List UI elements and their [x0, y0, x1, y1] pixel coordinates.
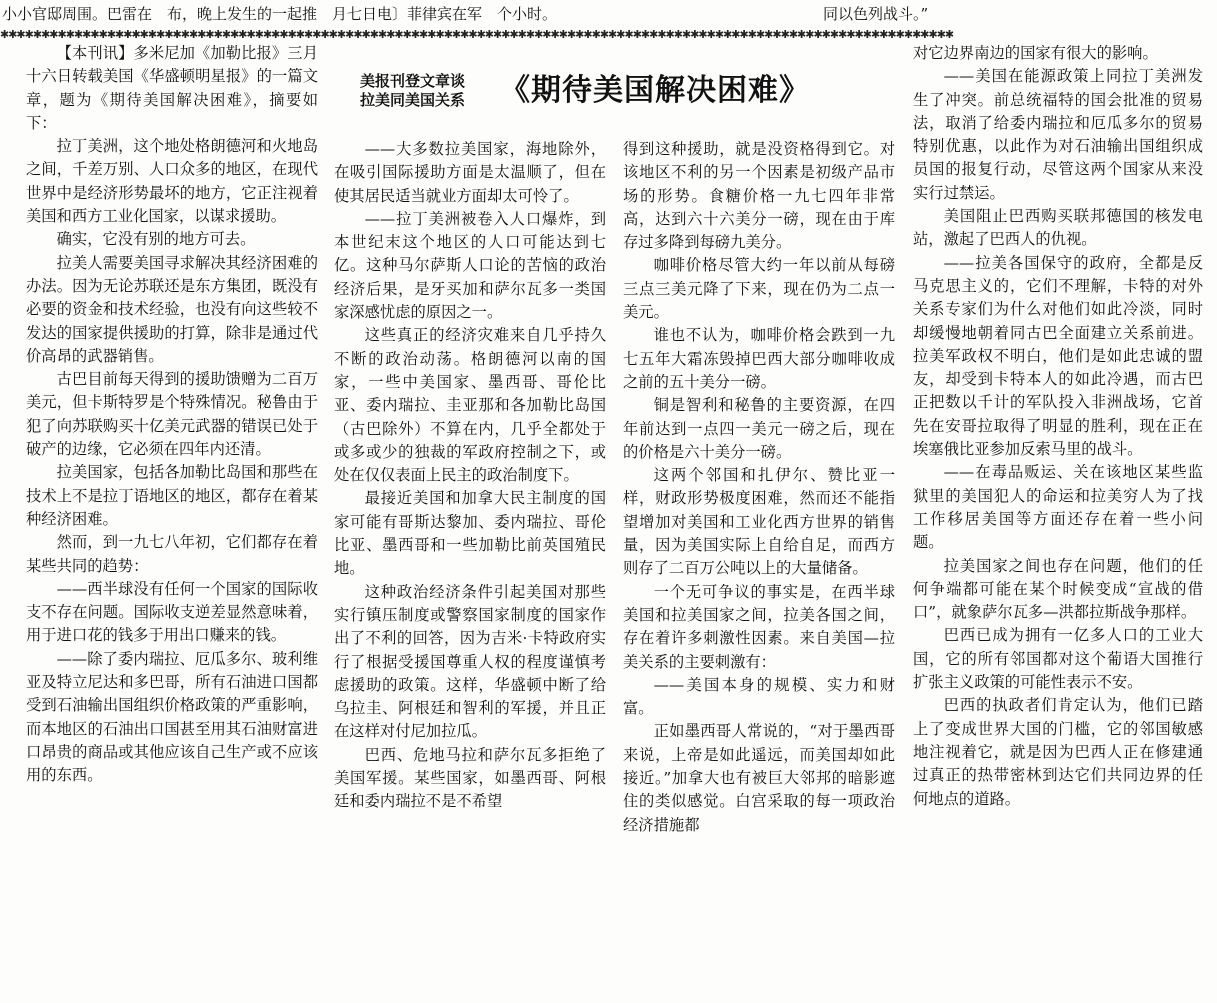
kicker-line: 美报刊登文章谈: [360, 72, 466, 90]
paragraph: 拉美人需要美国寻求解决其经济困难的办法。因为无论苏联还是东方集团，既没有必要的资金和技术经验，也没有向这些较不发达的国家提供援助的打算，除非是通过代价高昂的武器销售。: [26, 253, 318, 365]
paragraph: ——美国在能源政策上同拉丁美洲发生了冲突。前总统福特的国会批准的贸易法，取消了给委内瑞拉和厄瓜多尔的贸易特别优惠，以此作为对石油输出国组织成员国的报复行动，尽管这两个国家从来没实行过禁运。: [913, 67, 1203, 202]
paragraph: ——除了委内瑞拉、厄瓜多尔、玻利维亚及特立尼达和多巴哥，所有石油进口国都受到石油输出国组织价格政策的严重影响，而本地区的石油出口国甚至用其石油财富进口昂贵的商品或其他应该自己生产或不应该用的东西。: [26, 649, 318, 785]
paragraph: 拉丁美洲，这个地处格朗德河和火地岛之间，千差万别、人口众多的地区，在现代世界中是经济形势最坏的地方，它正注视着美国和西方工业化国家，以谋求援助。: [26, 137, 318, 226]
paragraph: 一个无可争议的事实是，在西半球美国和拉美国家之间，拉美各国之间，存在着许多刺激性因素。来自美国—拉美关系的主要刺激有：: [623, 582, 895, 671]
previous-article-strip: [0, 0, 1217, 28]
article-column-4: [913, 42, 1203, 907]
paragraph: ——拉丁美洲被卷入人口爆炸，到本世纪末这个地区的人口可能达到七亿。这种马尔萨斯人口论的苦恼的政治经济后果，是牙买加和萨尔瓦多一类国家深感忧虑的原因之一。: [334, 209, 606, 322]
paragraph: 这些真正的经济灾难来自几乎持久不断的政治动荡。格朗德河以南的国家，一些中美国家、墨西哥、哥伦比亚、委内瑞拉、圭亚那和各加勒比岛国（古巴除外）不算在内，几乎全都处于或多或少的独裁的军政府控制之下，或处在仅仅表面上民主的政治制度下。: [334, 326, 606, 485]
headline-title: 《期待美国解决困难》: [500, 73, 810, 108]
paragraph: 这两个邻国和扎伊尔、赞比亚一样，财政形势极度困难，然而还不能指望增加对美国和工业化西方世界的销售量，因为美国实际上自给自足，而西方则存了二百万公吨以上的大量储备。: [623, 466, 895, 578]
paragraph: ——拉美各国保守的政府，全都是反马克思主义的，它们不理解，卡特的对外关系专家们为什么对他们如此冷淡，同时却缓慢地朝着同古巴全面建立关系前进。拉美军政权不明白，他们是如此忠诚的盟友，却受到卡特本人的如此冷遇，而古巴正把数以千计的军队投入非洲战场，它首先在安哥拉取得了明显的胜利，现在正在埃塞俄比亚参加反索马里的战斗。: [913, 253, 1203, 459]
paragraph: 对它边界南边的国家有很大的影响。: [913, 44, 1158, 62]
paragraph: ——在毒品贩运、关在该地区某些监狱里的美国犯人的命运和拉美穷人为了找工作移居美国等方面还存在着一些小问题。: [913, 463, 1203, 552]
article-column-1: [26, 42, 318, 907]
paragraph: 拉美国家，包括各加勒比岛国和那些在技术上不是拉丁语地区的地区，都存在着某种经济困难。: [26, 463, 318, 528]
headline-kicker: [360, 72, 490, 110]
paragraph: 谁也不认为，咖啡价格会跌到一九七五年大霜冻毁掉巴西大部分咖啡收成之前的五十美分一磅。: [623, 326, 895, 391]
paragraph: ——美国本身的规模、实力和财富。: [623, 675, 895, 718]
article-column-3: [623, 138, 895, 1003]
paragraph: 咖啡价格尽管大约一年以前从每磅三点三美元降了下来，现在仍为二点一美元。: [623, 256, 895, 322]
strip-text-left: 小小官邸周围。巴雷在 布，晚上发生的一起推 月七日电〕菲律宾在军 个小时。: [2, 5, 558, 23]
paragraph: 美国阻止巴西购买联邦德国的核发电站，激起了巴西人的仇视。: [913, 207, 1203, 249]
paragraph: 拉美国家之间也存在问题，他们的任何争端都可能在某个时候变成“宣战的借口”，就象萨尔瓦多—洪都拉斯战争那样。: [913, 556, 1203, 622]
article-column-2: [334, 138, 606, 1003]
paragraph: 正如墨西哥人常说的，“对于墨西哥来说，上帝是如此遥远，而美国却如此接近。”加拿大也有被巨大邻邦的暗影遮住的类似感觉。白宫采取的每一项政治经济措施都: [623, 722, 895, 834]
strip-text-right: 同以色列战斗。”: [823, 5, 929, 23]
kicker-line: 拉美同美国关系: [360, 91, 466, 109]
headline: [360, 66, 880, 130]
paragraph: 铜是智利和秘鲁的主要资源，在四年前达到一点四一美元一磅之后，现在的价格是六十美分一磅。: [623, 396, 895, 461]
paragraph: 巴西、危地马拉和萨尔瓦多拒绝了美国军援。某些国家，如墨西哥、阿根廷和委内瑞拉不是不希望: [334, 745, 606, 811]
ornamental-divider: ✱✱✱✱✱✱✱✱✱✱✱✱✱✱✱✱✱✱✱✱✱✱✱✱✱✱✱✱✱✱✱✱✱✱✱✱✱✱✱✱✱✱✱✱✱✱✱✱✱✱✱✱✱✱✱✱✱✱✱✱✱✱✱✱✱✱✱✱✱✱✱✱✱✱✱✱✱✱✱✱✱✱✱✱✱✱✱✱✱✱✱✱✱✱✱✱✱✱✱✱✱✱✱✱✱✱✱✱✱✱✱✱✱✱✱✱: [0, 28, 954, 41]
paragraph: 【本刊讯】多米尼加《加勒比报》三月十六日转载美国《华盛顿明星报》的一篇文章，题为《期待美国解决困难》，摘要如下：: [26, 44, 318, 132]
paragraph: 巴西已成为拥有一亿多人口的工业大国，它的所有邻国都对这个葡语大国推行扩张主义政策的可能性表示不安。: [913, 626, 1203, 692]
paragraph: ——大多数拉美国家，海地除外，在吸引国际援助方面是太温顺了，但在使其居民适当就业方面却太可怜了。: [334, 140, 606, 205]
paragraph: 得到这种援助，就是没资格得到它。对该地区不利的另一个因素是初级产品市场的形势。食糖价格一九七四年非常高，达到六十六美分一磅，现在由于库存过多降到每磅九美分。: [623, 140, 895, 252]
paragraph: ——西半球没有任何一个国家的国际收支不存在问题。国际收支逆差显然意味着，用于进口花的钱多于用出口赚来的钱。: [26, 579, 318, 645]
paragraph: 巴西的执政者们肯定认为，他们已踏上了变成世界大国的门槛，它的邻国敏感地注视着它，就是因为巴西人正在修建通过真正的热带密林到达它们共同边界的任何地点的道路。: [913, 696, 1203, 808]
paragraph: 最接近美国和加拿大民主制度的国家可能有哥斯达黎加、委内瑞拉、哥伦比亚、墨西哥和一些加勒比前英国殖民地。: [334, 489, 606, 578]
paragraph: 确实，它没有别的地方可去。: [56, 230, 256, 249]
paragraph: 然而，到一九七八年初，它们都存在着某些共同的趋势：: [26, 533, 318, 575]
paragraph: 这种政治经济条件引起美国对那些实行镇压制度或警察国家制度的国家作出了不利的回答，因为吉米·卡特政府实行了根据受援国尊重人权的程度谨慎考虑援助的政策。这样，华盛顿中断了给乌拉圭、阿根廷和智利的军援，并且正在这样对付尼加拉瓜。: [334, 582, 606, 741]
paragraph: 古巴目前每天得到的援助馈赠为二百万美元，但卡斯特罗是个特殊情况。秘鲁由于犯了向苏联购买十亿美元武器的错误已处于破产的边缘，它必须在四年内还清。: [26, 370, 318, 459]
